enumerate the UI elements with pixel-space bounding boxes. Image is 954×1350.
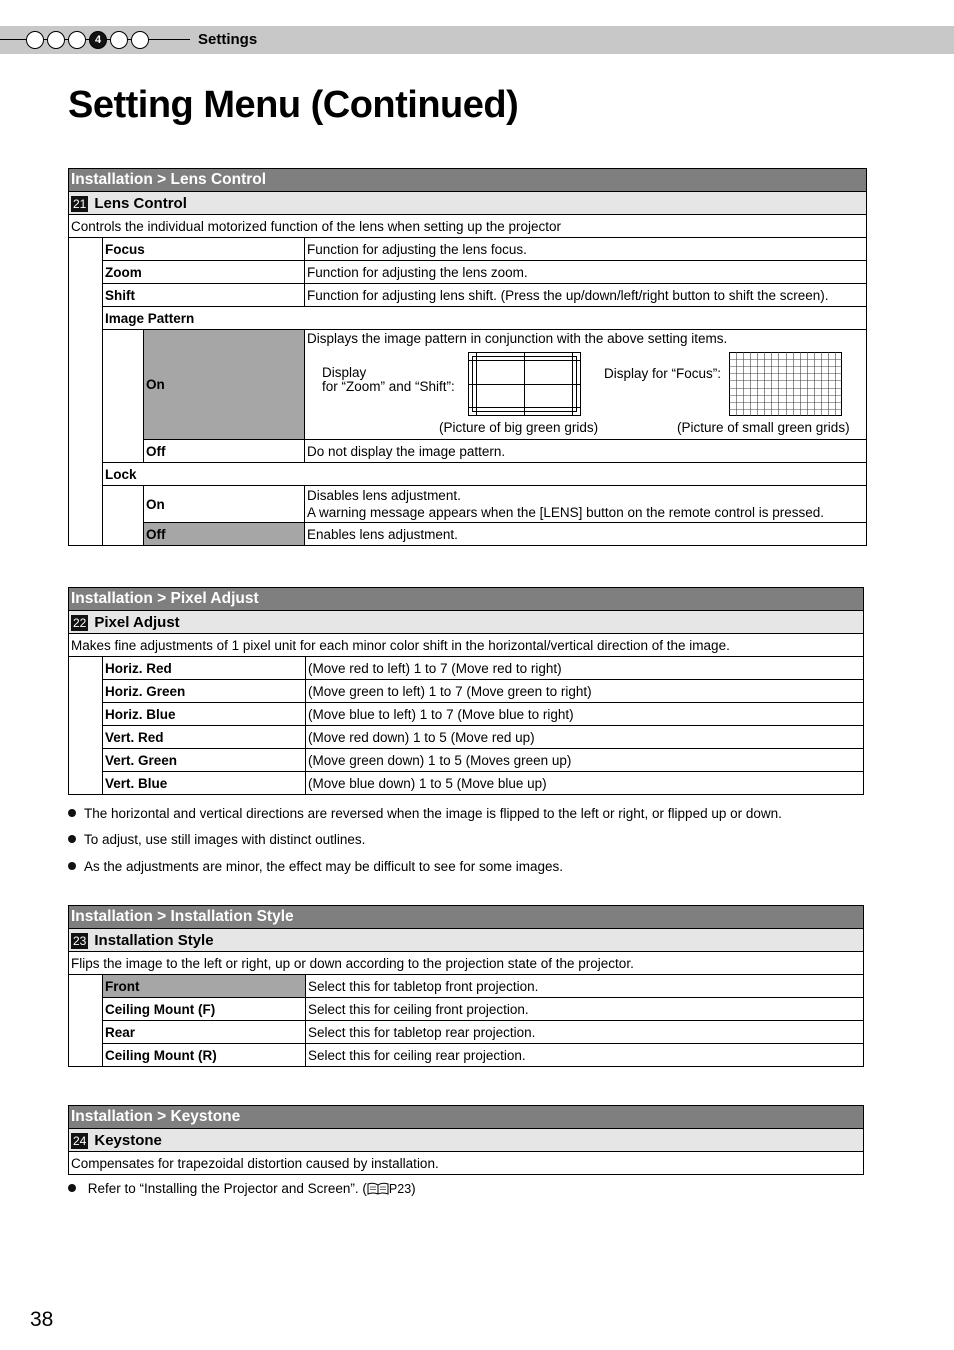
lock-on-label: On: [144, 486, 305, 523]
pixel-row-desc: (Move blue down) 1 to 5 (Move blue up): [306, 772, 864, 795]
small-grid-picture: [729, 352, 842, 416]
lens-control-table: [68, 168, 867, 546]
step-3: [68, 31, 86, 49]
step-1: [26, 31, 44, 49]
pixel-row-desc: (Move red to left) 1 to 7 (Move red to right): [306, 657, 864, 680]
keystone-heading: Installation > Keystone: [69, 1106, 864, 1129]
item-name: Installation Style: [94, 931, 214, 949]
pattern-off-label: Off: [144, 440, 305, 463]
lock-off-desc: Enables lens adjustment.: [305, 523, 867, 546]
pixel-row-desc: (Move green down) 1 to 5 (Moves green up): [306, 749, 864, 772]
indent-cell: [103, 486, 144, 546]
pixel-subheading: [69, 611, 864, 634]
shift-label: Shift: [103, 284, 305, 307]
item-number: 24: [73, 1133, 87, 1148]
lens-description: Controls the individual motorized function of the lens when setting up the projector: [69, 215, 867, 238]
section-label: Settings: [198, 31, 258, 48]
step-5: [110, 31, 128, 49]
pixel-row-label: Vert. Red: [103, 726, 306, 749]
style-heading: Installation > Installation Style: [69, 906, 864, 929]
keystone-table: [68, 1105, 864, 1175]
big-grid-picture: [468, 352, 581, 416]
item-name: Pixel Adjust: [94, 613, 180, 631]
lock-off-label: Off: [144, 523, 305, 546]
display-zoom-line2: for “Zoom” and “Shift”:: [322, 379, 455, 394]
style-row-desc: Select this for tabletop rear projection.: [306, 1021, 864, 1044]
display-focus-text: Display for “Focus”:: [604, 366, 722, 381]
pattern-on-label: On: [144, 330, 305, 440]
page-title: Setting Menu (Continued): [68, 84, 519, 126]
focus-desc: Function for adjusting the lens focus.: [305, 238, 867, 261]
indent-cell: [69, 238, 103, 546]
style-row-label: Front: [103, 975, 306, 998]
lock-on-cell: [305, 486, 867, 523]
keystone-note-prefix: Refer to “Installing the Projector and Screen”. (: [87, 1181, 367, 1196]
image-pattern-label: Image Pattern: [103, 307, 867, 330]
indent-cell: [69, 975, 103, 1067]
pixel-row-label: Horiz. Blue: [103, 703, 306, 726]
pattern-on-desc: Displays the image pattern in conjunction with the above setting items.: [307, 331, 728, 346]
style-description: Flips the image to the left or right, up or down according to the projection state of the projector.: [69, 952, 864, 975]
lens-heading: Installation > Lens Control: [69, 169, 867, 192]
indent-cell: [103, 330, 144, 463]
shift-desc: Function for adjusting lens shift. (Press the up/down/left/right button to shift the screen).: [305, 284, 867, 307]
indent-cell: [69, 657, 103, 795]
keystone-note-ref: P23: [388, 1182, 412, 1196]
pixel-adjust-table: [68, 587, 864, 795]
display-zoom-text: [322, 366, 455, 394]
big-grid-caption: (Picture of big green grids): [439, 420, 599, 435]
keystone-subheading: [69, 1129, 864, 1152]
keystone-note-suffix: ): [411, 1181, 416, 1196]
item-name: Keystone: [94, 1131, 162, 1149]
keystone-note: [68, 1181, 416, 1196]
pixel-note: The horizontal and vertical directions are reversed when the image is flipped to the left or right, or flipped up or down.: [68, 806, 782, 821]
step-2: [47, 31, 65, 49]
lock-label: Lock: [103, 463, 867, 486]
item-name: Lens Control: [94, 194, 187, 212]
item-number: 23: [73, 933, 87, 948]
pixel-description: Makes fine adjustments of 1 pixel unit for each minor color shift in the horizontal/vertical direction of the image.: [69, 634, 864, 657]
keystone-description: Compensates for trapezoidal distortion caused by installation.: [69, 1152, 864, 1175]
item-number: 21: [73, 196, 87, 211]
lock-on-desc1: Disables lens adjustment.: [307, 488, 461, 503]
pattern-on-cell: [305, 330, 867, 440]
pixel-row-desc: (Move red down) 1 to 5 (Move red up): [306, 726, 864, 749]
step-6: [131, 31, 149, 49]
lock-on-desc2: A warning message appears when the [LENS] button on the remote control is pressed.: [307, 505, 825, 520]
display-zoom-line1: Display: [322, 365, 367, 380]
small-grid-caption: (Picture of small green grids): [677, 420, 850, 435]
style-row-desc: Select this for ceiling front projection.: [306, 998, 864, 1021]
pixel-row-label: Horiz. Red: [103, 657, 306, 680]
pixel-row-label: Vert. Blue: [103, 772, 306, 795]
item-number: 22: [73, 615, 87, 630]
pixel-note: To adjust, use still images with distinct outlines.: [68, 832, 365, 847]
pixel-row-label: Horiz. Green: [103, 680, 306, 703]
pixel-note: As the adjustments are minor, the effect may be difficult to see for some images.: [68, 859, 563, 874]
style-row-label: Rear: [103, 1021, 306, 1044]
style-row-desc: Select this for tabletop front projection.: [306, 975, 864, 998]
focus-label: Focus: [103, 238, 305, 261]
pixel-row-label: Vert. Green: [103, 749, 306, 772]
pixel-heading: Installation > Pixel Adjust: [69, 588, 864, 611]
zoom-label: Zoom: [103, 261, 305, 284]
pixel-row-desc: (Move green to left) 1 to 7 (Move green to right): [306, 680, 864, 703]
chapter-steps: [26, 31, 149, 49]
step-4-current: 4: [89, 31, 107, 49]
book-icon: [367, 1182, 389, 1195]
pixel-row-desc: (Move blue to left) 1 to 7 (Move blue to right): [306, 703, 864, 726]
style-subheading: [69, 929, 864, 952]
style-row-desc: Select this for ceiling rear projection.: [306, 1044, 864, 1067]
pattern-off-desc: Do not display the image pattern.: [305, 440, 867, 463]
installation-style-table: [68, 905, 864, 1067]
style-row-label: Ceiling Mount (R): [103, 1044, 306, 1067]
zoom-desc: Function for adjusting the lens zoom.: [305, 261, 867, 284]
lens-subheading: [69, 192, 867, 215]
chapter-bar: [0, 26, 954, 54]
page-number: 38: [30, 1308, 54, 1331]
style-row-label: Ceiling Mount (F): [103, 998, 306, 1021]
